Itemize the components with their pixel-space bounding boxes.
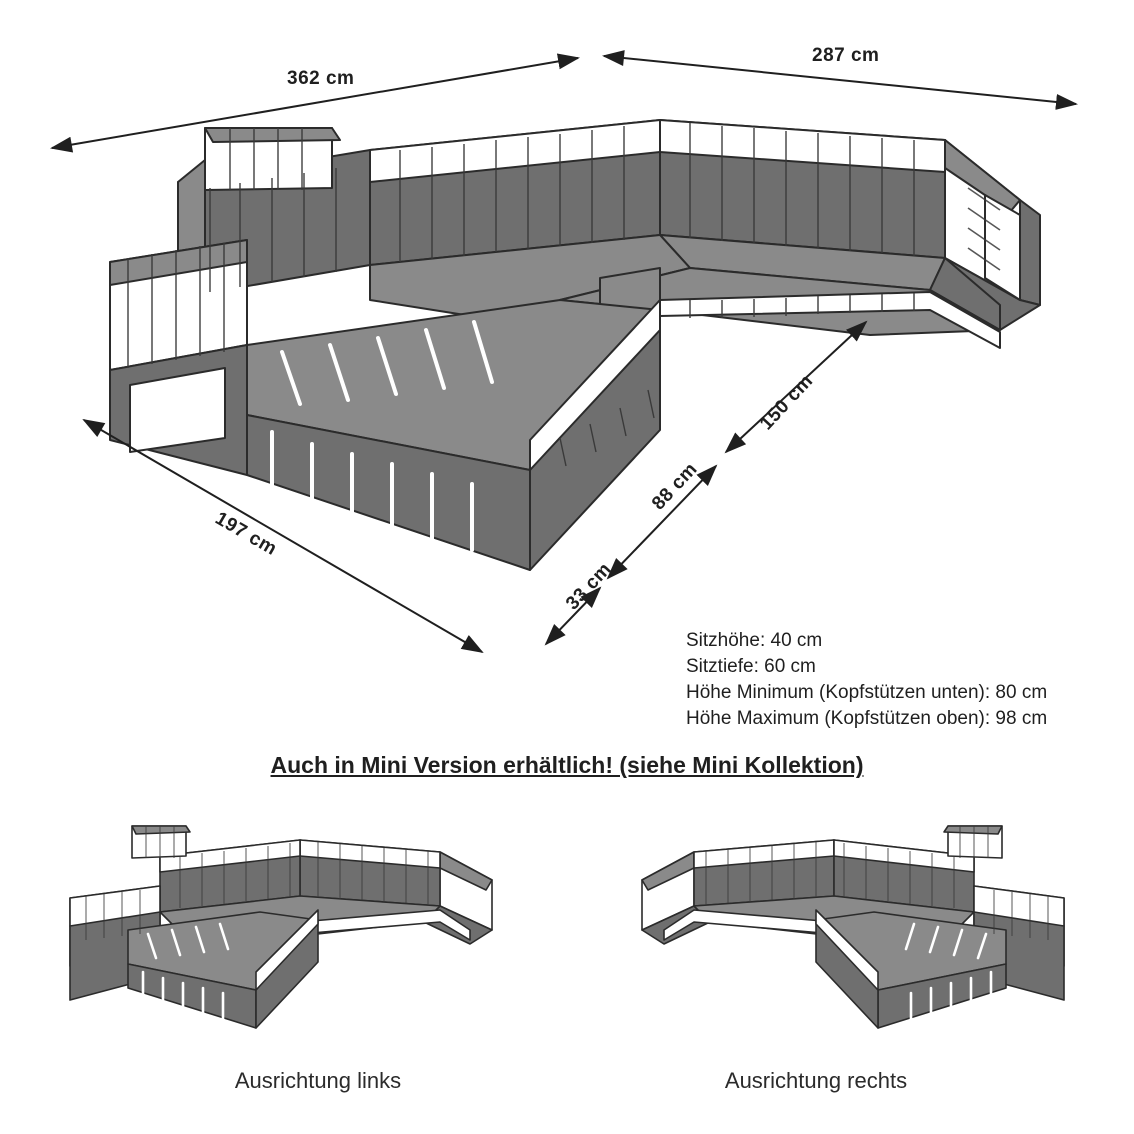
dimension-label-150: 150 cm [756,370,818,435]
spec-seat-height: Sitzhöhe: 40 cm [686,630,823,651]
spec-height-max: Höhe Maximum (Kopfstützen oben): 98 cm [686,708,1048,729]
dimension-label-33: 33 cm [562,558,616,615]
variant-left-sofa [70,826,492,1028]
spec-height-min: Höhe Minimum (Kopfstützen unten): 80 cm [686,682,1048,703]
dimension-label-362: 362 cm [287,68,355,89]
variant-right-caption: Ausrichtung rechts [724,1068,908,1093]
spec-seat-depth: Sitztiefe: 60 cm [686,656,816,677]
dimension-label-88: 88 cm [648,458,702,515]
variant-right-sofa [642,826,1064,1028]
dimension-label-287: 287 cm [812,45,880,66]
variant-left-caption: Ausrichtung links [234,1068,402,1093]
mini-version-note: Auch in Mini Version erhältlich! (siehe Mini Kollektion) [270,752,864,778]
dimension-label-197: 197 cm [211,508,281,560]
